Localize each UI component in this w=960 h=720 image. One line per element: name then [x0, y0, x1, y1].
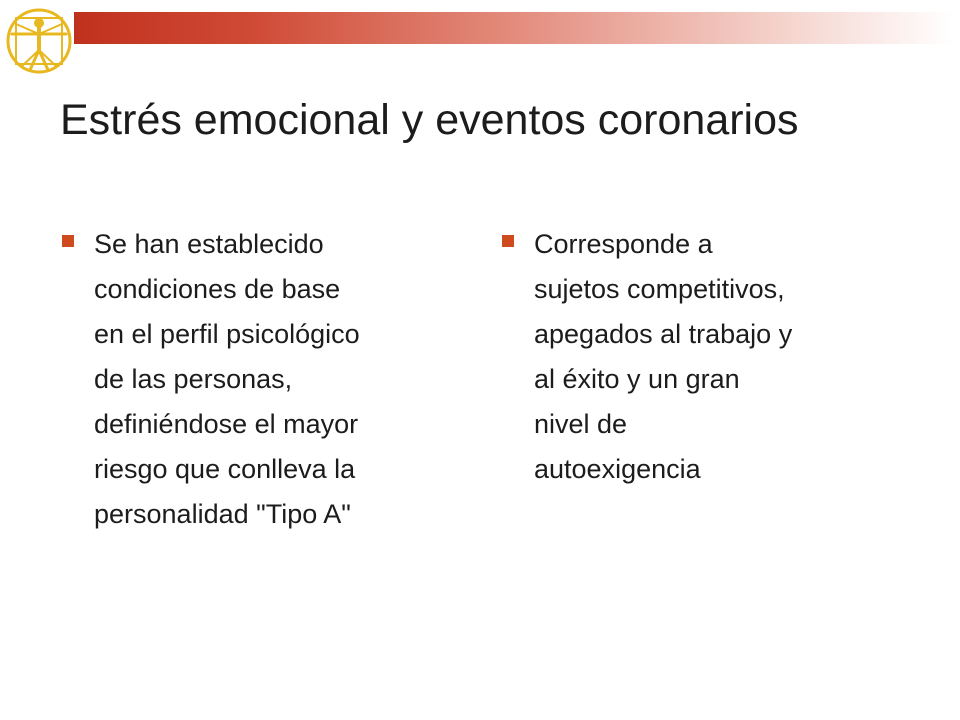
- bullet-text: Corresponde a sujetos competitivos, apegados al trabajo y al éxito y un gran nivel de autoexigencia: [534, 229, 793, 484]
- square-bullet-icon: [62, 235, 74, 247]
- bullet-item: [500, 222, 900, 492]
- header-gradient-bar: [74, 12, 954, 44]
- slide-title: Estrés emocional y eventos coronarios: [60, 96, 799, 144]
- square-bullet-icon: [502, 235, 514, 247]
- right-column: [500, 222, 900, 492]
- bullet-text: Se han establecido condiciones de base en el perfil psicológico de las personas, definiéndose el mayor riesgo que conlleva la personalidad "Tipo A": [94, 229, 360, 529]
- bullet-item: [60, 222, 460, 537]
- left-column: [60, 222, 460, 537]
- vitruvian-man-icon: [4, 6, 74, 76]
